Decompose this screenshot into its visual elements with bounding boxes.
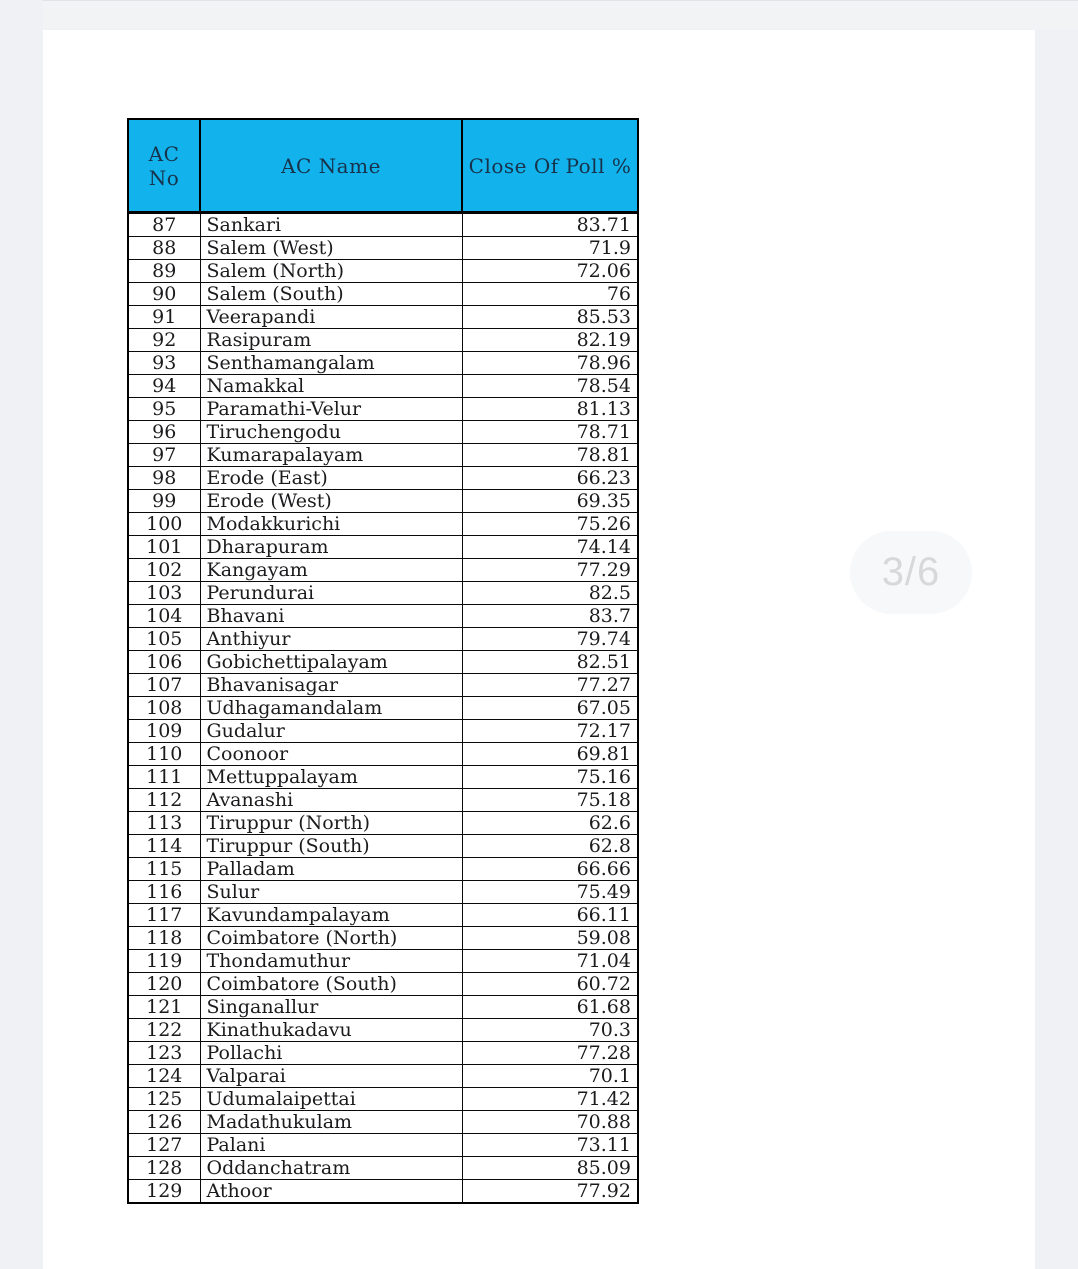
cell-ac-name: Paramathi-Velur — [200, 398, 462, 421]
cell-ac-no: 107 — [128, 674, 200, 697]
cell-ac-name: Gobichettipalayam — [200, 651, 462, 674]
cell-close-of-poll: 78.54 — [462, 375, 638, 398]
table-row — [128, 720, 638, 743]
cell-ac-no: 126 — [128, 1111, 200, 1134]
cell-ac-name: Perundurai — [200, 582, 462, 605]
cell-ac-name: Namakkal — [200, 375, 462, 398]
cell-ac-name: Salem (South) — [200, 283, 462, 306]
cell-ac-no: 121 — [128, 996, 200, 1019]
cell-ac-name: Veerapandi — [200, 306, 462, 329]
cell-ac-name: Singanallur — [200, 996, 462, 1019]
cell-ac-no: 113 — [128, 812, 200, 835]
cell-ac-no: 109 — [128, 720, 200, 743]
cell-ac-no: 125 — [128, 1088, 200, 1111]
table-row — [128, 444, 638, 467]
cell-ac-no: 99 — [128, 490, 200, 513]
table-row — [128, 766, 638, 789]
cell-ac-name: Sulur — [200, 881, 462, 904]
cell-close-of-poll: 79.74 — [462, 628, 638, 651]
cell-close-of-poll: 76 — [462, 283, 638, 306]
cell-ac-name: Tiruchengodu — [200, 421, 462, 444]
table-row — [128, 835, 638, 858]
cell-close-of-poll: 70.88 — [462, 1111, 638, 1134]
cell-ac-no: 115 — [128, 858, 200, 881]
cell-close-of-poll: 69.35 — [462, 490, 638, 513]
cell-close-of-poll: 85.53 — [462, 306, 638, 329]
table-row — [128, 1180, 638, 1204]
cell-ac-name: Mettuppalayam — [200, 766, 462, 789]
cell-ac-no: 104 — [128, 605, 200, 628]
table-row — [128, 582, 638, 605]
cell-ac-name: Coonoor — [200, 743, 462, 766]
cell-close-of-poll: 67.05 — [462, 697, 638, 720]
cell-close-of-poll: 85.09 — [462, 1157, 638, 1180]
viewer-top-band — [43, 1, 1078, 29]
cell-ac-no: 87 — [128, 213, 200, 237]
page-indicator-badge — [850, 531, 972, 614]
cell-ac-no: 95 — [128, 398, 200, 421]
table-row — [128, 1111, 638, 1134]
cell-ac-name: Udhagamandalam — [200, 697, 462, 720]
cell-close-of-poll: 77.28 — [462, 1042, 638, 1065]
table-row — [128, 950, 638, 973]
column-header-close-of-poll: Close Of Poll % — [462, 119, 638, 213]
cell-close-of-poll: 78.96 — [462, 352, 638, 375]
table-row — [128, 1157, 638, 1180]
cell-ac-no: 88 — [128, 237, 200, 260]
cell-ac-no: 127 — [128, 1134, 200, 1157]
cell-close-of-poll: 77.92 — [462, 1180, 638, 1204]
table-row — [128, 1088, 638, 1111]
table-row — [128, 398, 638, 421]
cell-ac-no: 111 — [128, 766, 200, 789]
cell-ac-no: 129 — [128, 1180, 200, 1204]
cell-ac-name: Erode (East) — [200, 467, 462, 490]
cell-close-of-poll: 75.16 — [462, 766, 638, 789]
cell-ac-name: Salem (North) — [200, 260, 462, 283]
cell-ac-name: Rasipuram — [200, 329, 462, 352]
cell-ac-no: 93 — [128, 352, 200, 375]
cell-close-of-poll: 69.81 — [462, 743, 638, 766]
cell-close-of-poll: 70.1 — [462, 1065, 638, 1088]
cell-ac-name: Bhavani — [200, 605, 462, 628]
cell-ac-no: 100 — [128, 513, 200, 536]
cell-ac-name: Erode (West) — [200, 490, 462, 513]
cell-ac-name: Senthamangalam — [200, 352, 462, 375]
cell-close-of-poll: 73.11 — [462, 1134, 638, 1157]
cell-ac-name: Kavundampalayam — [200, 904, 462, 927]
poll-percentage-table — [127, 118, 639, 1204]
cell-ac-no: 105 — [128, 628, 200, 651]
cell-ac-no: 94 — [128, 375, 200, 398]
cell-ac-no: 89 — [128, 260, 200, 283]
column-header-ac-no: AC No — [128, 119, 200, 213]
cell-close-of-poll: 83.71 — [462, 213, 638, 237]
table-row — [128, 697, 638, 720]
cell-ac-no: 124 — [128, 1065, 200, 1088]
cell-ac-name: Bhavanisagar — [200, 674, 462, 697]
table-row — [128, 628, 638, 651]
table-row — [128, 1042, 638, 1065]
cell-close-of-poll: 66.66 — [462, 858, 638, 881]
cell-ac-no: 120 — [128, 973, 200, 996]
cell-close-of-poll: 72.06 — [462, 260, 638, 283]
table-row — [128, 651, 638, 674]
cell-ac-name: Oddanchatram — [200, 1157, 462, 1180]
cell-ac-name: Avanashi — [200, 789, 462, 812]
table-row — [128, 1065, 638, 1088]
table-row — [128, 996, 638, 1019]
cell-ac-name: Palani — [200, 1134, 462, 1157]
cell-ac-name: Tiruppur (South) — [200, 835, 462, 858]
cell-close-of-poll: 71.04 — [462, 950, 638, 973]
cell-close-of-poll: 82.19 — [462, 329, 638, 352]
cell-ac-name: Thondamuthur — [200, 950, 462, 973]
cell-ac-no: 114 — [128, 835, 200, 858]
cell-ac-name: Gudalur — [200, 720, 462, 743]
cell-ac-no: 112 — [128, 789, 200, 812]
cell-close-of-poll: 74.14 — [462, 536, 638, 559]
cell-close-of-poll: 78.71 — [462, 421, 638, 444]
cell-close-of-poll: 61.68 — [462, 996, 638, 1019]
table-row — [128, 812, 638, 835]
table-row — [128, 881, 638, 904]
cell-close-of-poll: 77.27 — [462, 674, 638, 697]
cell-close-of-poll: 60.72 — [462, 973, 638, 996]
table-row — [128, 743, 638, 766]
table-header-row — [128, 119, 638, 213]
cell-ac-no: 103 — [128, 582, 200, 605]
cell-ac-no: 96 — [128, 421, 200, 444]
cell-close-of-poll: 81.13 — [462, 398, 638, 421]
table-row — [128, 674, 638, 697]
table-row — [128, 306, 638, 329]
cell-ac-no: 122 — [128, 1019, 200, 1042]
cell-ac-no: 123 — [128, 1042, 200, 1065]
page-indicator-label: 3/6 — [881, 550, 941, 594]
table-row — [128, 352, 638, 375]
table-row — [128, 329, 638, 352]
table-row — [128, 213, 638, 237]
cell-ac-no: 106 — [128, 651, 200, 674]
cell-ac-name: Modakkurichi — [200, 513, 462, 536]
cell-ac-name: Salem (West) — [200, 237, 462, 260]
cell-close-of-poll: 75.18 — [462, 789, 638, 812]
cell-close-of-poll: 75.26 — [462, 513, 638, 536]
column-header-ac-name: AC Name — [200, 119, 462, 213]
table-row — [128, 536, 638, 559]
cell-ac-name: Kumarapalayam — [200, 444, 462, 467]
cell-ac-name: Dharapuram — [200, 536, 462, 559]
cell-ac-no: 98 — [128, 467, 200, 490]
table-row — [128, 973, 638, 996]
table-row — [128, 375, 638, 398]
table-row — [128, 605, 638, 628]
cell-close-of-poll: 78.81 — [462, 444, 638, 467]
cell-close-of-poll: 62.6 — [462, 812, 638, 835]
cell-close-of-poll: 75.49 — [462, 881, 638, 904]
cell-ac-no: 128 — [128, 1157, 200, 1180]
cell-ac-no: 119 — [128, 950, 200, 973]
cell-ac-name: Kangayam — [200, 559, 462, 582]
cell-ac-name: Anthiyur — [200, 628, 462, 651]
cell-ac-name: Palladam — [200, 858, 462, 881]
table-row — [128, 904, 638, 927]
cell-ac-name: Coimbatore (South) — [200, 973, 462, 996]
table-row — [128, 1019, 638, 1042]
cell-ac-no: 101 — [128, 536, 200, 559]
cell-close-of-poll: 82.5 — [462, 582, 638, 605]
cell-ac-no: 117 — [128, 904, 200, 927]
cell-ac-name: Coimbatore (North) — [200, 927, 462, 950]
cell-ac-name: Udumalaipettai — [200, 1088, 462, 1111]
cell-ac-no: 91 — [128, 306, 200, 329]
cell-close-of-poll: 59.08 — [462, 927, 638, 950]
cell-ac-no: 97 — [128, 444, 200, 467]
table-row — [128, 559, 638, 582]
cell-close-of-poll: 82.51 — [462, 651, 638, 674]
cell-ac-no: 108 — [128, 697, 200, 720]
table-row — [128, 237, 638, 260]
table-row — [128, 513, 638, 536]
cell-close-of-poll: 77.29 — [462, 559, 638, 582]
cell-ac-name: Valparai — [200, 1065, 462, 1088]
cell-ac-name: Tiruppur (North) — [200, 812, 462, 835]
cell-close-of-poll: 71.9 — [462, 237, 638, 260]
table-row — [128, 260, 638, 283]
table-row — [128, 927, 638, 950]
cell-close-of-poll: 66.23 — [462, 467, 638, 490]
cell-ac-no: 110 — [128, 743, 200, 766]
table-row — [128, 789, 638, 812]
cell-close-of-poll: 62.8 — [462, 835, 638, 858]
cell-ac-no: 90 — [128, 283, 200, 306]
cell-ac-no: 118 — [128, 927, 200, 950]
cell-ac-name: Sankari — [200, 213, 462, 237]
cell-close-of-poll: 70.3 — [462, 1019, 638, 1042]
cell-ac-no: 92 — [128, 329, 200, 352]
table-row — [128, 421, 638, 444]
cell-ac-name: Athoor — [200, 1180, 462, 1204]
cell-close-of-poll: 72.17 — [462, 720, 638, 743]
cell-ac-name: Kinathukadavu — [200, 1019, 462, 1042]
table-row — [128, 858, 638, 881]
document-page[interactable] — [43, 30, 1035, 1269]
cell-close-of-poll: 83.7 — [462, 605, 638, 628]
cell-ac-name: Pollachi — [200, 1042, 462, 1065]
cell-ac-no: 102 — [128, 559, 200, 582]
cell-close-of-poll: 66.11 — [462, 904, 638, 927]
table-row — [128, 1134, 638, 1157]
table-row — [128, 490, 638, 513]
table-row — [128, 283, 638, 306]
table-row — [128, 467, 638, 490]
cell-ac-name: Madathukulam — [200, 1111, 462, 1134]
table-body — [128, 213, 638, 1204]
cell-ac-no: 116 — [128, 881, 200, 904]
cell-close-of-poll: 71.42 — [462, 1088, 638, 1111]
